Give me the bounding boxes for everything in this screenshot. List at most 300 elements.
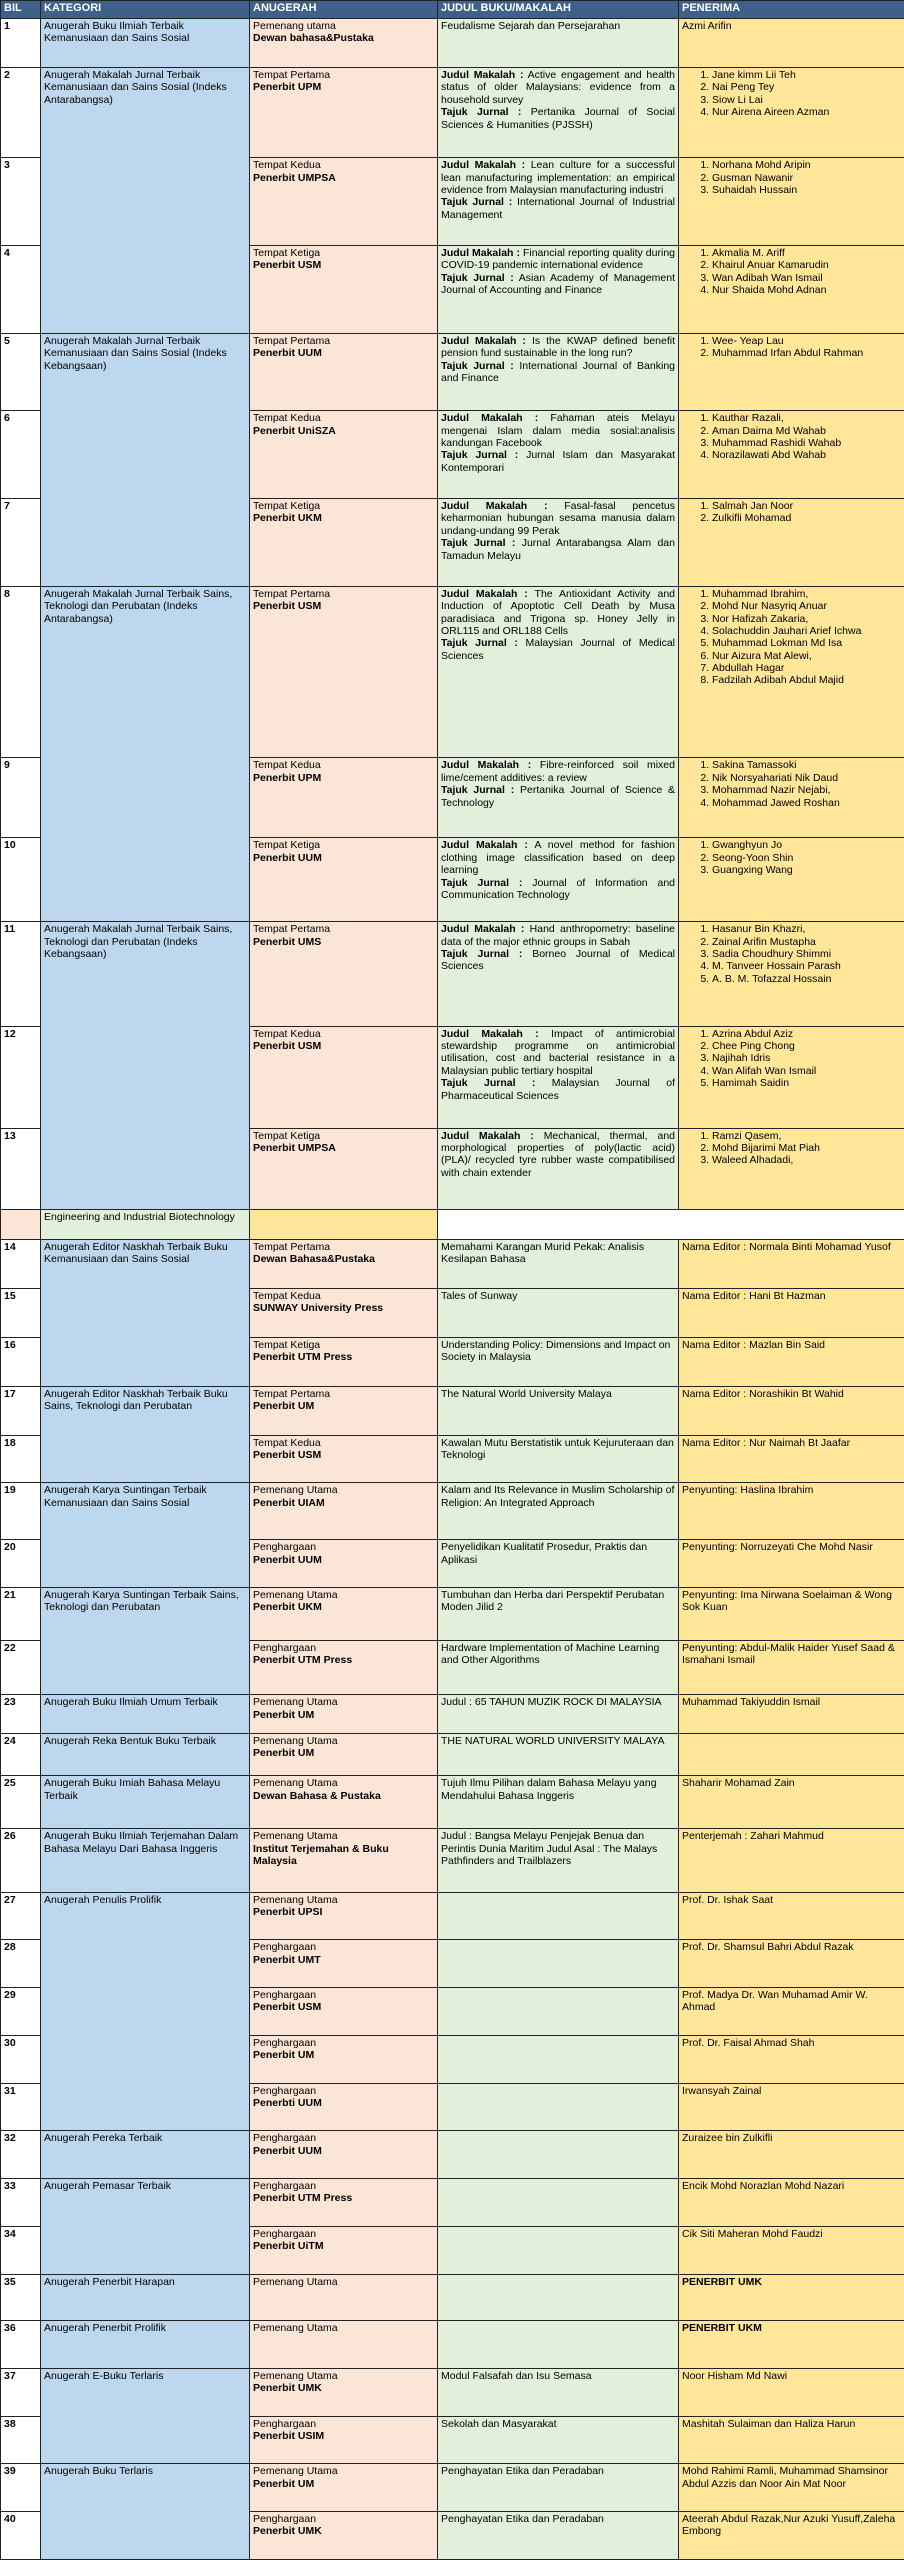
judul-makalah-label: Judul Makalah : [441,587,528,600]
judul-cell [438,758,679,838]
bil-cell: 28 [1,1940,41,1988]
judul-cell [438,2035,679,2083]
penerima-item: 1. Norhana Mohd Aripin [712,159,901,171]
penerima-cell: Azmi Arifin [679,19,904,68]
penerima-list [682,159,901,196]
anugerah-cell [250,1588,438,1641]
penerima-item: 4. M. Tanveer Hossain Parash [712,960,901,972]
bil-cell: 30 [1,2035,41,2083]
anugerah-type: Tempat Ketiga [253,500,321,513]
anugerah-type: Pemenang Utama [253,1696,338,1709]
penerima-item: 1. Jane kimm Lii Teh [712,69,901,81]
judul-cell [438,411,679,499]
penerbit-name: Penerbit UiTM [253,2240,324,2253]
anugerah-type: Tempat Ketiga [253,1129,321,1142]
penerbit-name: Penerbit UM [253,2049,315,2062]
anugerah-type: Pemenang Utama [253,1734,338,1747]
nama-editor-label: Nama Editor : [682,1387,747,1400]
judul-makalah-label: Judul Makalah : [441,839,528,852]
penerbit-name: Penerbit UniSZA [253,424,336,437]
penerima-cell: Prof. Dr. Faisal Ahmad Shah [679,2035,904,2083]
anugerah-type: Tempat Kedua [253,1027,321,1040]
judul-makalah-label: Judul Makalah : [441,923,525,936]
penerbit-name: Penerbit UMPSA [253,1142,336,1155]
anugerah-cell [250,2368,438,2416]
bil-cell: 19 [1,1483,41,1540]
tajuk-jurnal-text: Borneo Journal of Medical Sciences [441,947,675,973]
table-row [1,2321,904,2369]
penerima-item: 1. Ramzi Qasem, [712,1130,901,1142]
nama-editor-label: Nama Editor : [682,1289,747,1302]
anugerah-type: Tempat Kedua [253,1436,321,1449]
anugerah-type: Tempat Pertama [253,334,331,347]
penerbit-name: Penerbit USIM [253,2429,325,2442]
anugerah-type: Tempat Ketiga [253,1338,321,1351]
bil-cell: 39 [1,2464,41,2512]
penerima-cell: Noor Hisham Md Nawi [679,2368,904,2416]
penerbit-name: Penerbit UUM [253,851,322,864]
tajuk-jurnal-text: Jurnal Islam dan Masyarakat Kontemporari [441,449,675,474]
penerima-item: 2. Khairul Anuar Kamarudin [712,259,901,271]
judul-makalah [441,500,675,537]
anugerah-cell [250,2179,438,2227]
penerbit-name: Dewan Bahasa & Pustaka [253,1789,381,1802]
judul-makalah [441,588,675,638]
table-row [1,2274,904,2320]
bil-cell: 1 [1,19,41,68]
penerima-item: 1. Wee- Yeap Lau [712,335,901,347]
table-row [1,1386,904,1435]
penerima-item: 4. Mohammad Jawed Roshan [712,797,901,809]
anugerah-type: Penghargaan [253,1641,317,1654]
penerima-cell: Penyunting: Abdul-Malik Haider Yusef Saad & Ismahani Ismail [679,1640,904,1694]
anugerah-type: Tempat Ketiga [253,839,321,852]
penerima-cell: PENERBIT UMK [679,2274,904,2320]
tajuk-jurnal [441,784,675,809]
anugerah-cell [250,2321,438,2369]
tajuk-jurnal [441,537,675,562]
bil-cell: 17 [1,1386,41,1435]
bil-cell: 38 [1,2416,41,2464]
penerima-cell: PENERBIT UKM [679,2321,904,2369]
judul-makalah [441,69,675,106]
bil-cell: 36 [1,2321,41,2369]
anugerah-cell [250,2226,438,2274]
penerima-cell: Irwansyah Zainal [679,2083,904,2131]
table-row [1,1239,904,1288]
bil-cell: 24 [1,1733,41,1776]
anugerah-type: Tempat Pertama [253,1387,331,1400]
penerbit-name: Penerbit UMK [253,2382,322,2395]
judul-cell: Penyelidikan Kualitatif Prosedur, Praktis dan Aplikasi [438,1540,679,1588]
penerima-cell [679,1435,904,1483]
anugerah-cell [250,758,438,838]
penerima-item: 3. Wan Adibah Wan Ismail [712,272,901,284]
judul-makalah-label: Judul Makalah : [441,759,532,772]
penerima-cell [679,758,904,838]
anugerah-type: Pemenang Utama [253,1777,338,1790]
tajuk-jurnal [441,272,675,297]
penerima-cell: Penyunting: Norruzeyati Che Mohd Nasir [679,1540,904,1588]
bil-cell: 16 [1,1337,41,1386]
penerbit-name: Penerbit UM [253,1400,315,1413]
anugerah-type: Pemenang Utama [253,1893,338,1906]
table-row [1,1588,904,1641]
header-row [1,1,904,19]
judul-cell [438,838,679,922]
anugerah-cell [250,2274,438,2320]
judul-cell [438,922,679,1027]
kategori-cell: Anugerah E-Buku Terlaris [41,2368,250,2464]
penerima-cell [250,1209,438,1239]
kategori-cell: Anugerah Makalah Jurnal Terbaik Sains, Teknologi dan Perubatan (Indeks Antarabangsa) [41,586,250,921]
penerima-item: 1. Sakina Tamassoki [712,759,901,771]
penerima-cell [679,1239,904,1288]
bil-cell: 2 [1,68,41,158]
penerbit-name: Penerbit UPSI [253,1905,323,1918]
anugerah-cell [1,1209,41,1239]
header-penerima: PENERIMA [679,1,904,19]
anugerah-type: Tempat Pertama [253,923,331,936]
penerima-list [682,412,901,462]
header-judul: JUDUL BUKU/MAKALAH [438,1,679,19]
penerima-cell [679,1128,904,1209]
penerima-item: 3. Siow Li Lai [712,94,901,106]
judul-makalah-text: Is the KWAP defined benefit pension fund sustainable in the long run? [441,334,676,360]
judul-makalah-text: Active engagement and health status of older Malaysians: evidence from a household survey [441,69,676,106]
anugerah-cell [250,838,438,922]
penerima-item: 1. Hasanur Bin Khazri, [712,923,901,935]
bil-cell: 3 [1,158,41,246]
tajuk-jurnal [441,196,675,221]
kategori-cell: Anugerah Makalah Jurnal Terbaik Kemanusiaan dan Sains Sosial (Indeks Kebangsaan) [41,333,250,586]
penerbit-name: Penerbit UPM [253,771,322,784]
anugerah-cell [250,2131,438,2179]
judul-cell: Modul Falsafah dan Isu Semasa [438,2368,679,2416]
anugerah-cell [250,1733,438,1776]
judul-cell: Kawalan Mutu Berstatistik untuk Kejuruteraan dan Teknologi [438,1435,679,1483]
table-row [1,1829,904,1892]
penerbit-name: Penerbit UM [253,1708,315,1721]
anugerah-cell [250,1829,438,1892]
penerima-cell [679,68,904,158]
penerbit-name: Dewan Bahasa&Pustaka [253,1252,375,1265]
tajuk-jurnal-label: Tajuk Jurnal : [441,784,515,797]
anugerah-type: Pemenang utama [253,20,336,32]
penerima-list [682,1130,901,1167]
anugerah-type: Penghargaan [253,1541,317,1554]
kategori-cell: Anugerah Buku Imiah Bahasa Melayu Terbaik [41,1776,250,1829]
kategori-cell: Anugerah Buku Ilmiah Terbaik Kemanusiaan dan Sains Sosial [41,19,250,68]
penerima-cell: Penterjemah : Zahari Mahmud [679,1829,904,1892]
tajuk-jurnal-label: Tajuk Jurnal : [441,947,523,960]
anugerah-type: Tempat Kedua [253,412,321,425]
penerbit-name: Penerbit USM [253,259,322,272]
anugerah-cell [250,1337,438,1386]
penerima-list [682,335,901,360]
anugerah-cell [250,1128,438,1209]
anugerah-type: Tempat Kedua [253,159,321,172]
penerima-item: 4. Solachuddin Jauhari Arief Ichwa [712,625,901,637]
anugerah-type: Penghargaan [253,1989,317,2002]
judul-makalah [441,412,675,449]
table-row [1,1892,904,1940]
header-kategori: KATEGORI [41,1,250,19]
penerima-cell: Prof. Dr. Ishak Saat [679,1892,904,1940]
nama-editor-value: Norashikin Bt Wahid [749,1387,844,1400]
penerima-cell [679,499,904,587]
anugerah-cell [250,1640,438,1694]
penerima-cell: Prof. Dr. Shamsul Bahri Abdul Razak [679,1940,904,1988]
penerima-cell: Ateerah Abdul Razak,Nur Azuki Yusuff,Zaleha Embong [679,2512,904,2560]
penerima-item: 5. A. B. M. Tofazzal Hossain [712,973,901,985]
judul-makalah-label: Judul Makalah : [441,334,526,347]
penerima-cell: Muhammad Takiyuddin Ismail [679,1695,904,1734]
penerima-item: 4. Wan Alifah Wan Ismail [712,1065,901,1077]
anugerah-cell [250,2416,438,2464]
penerima-item: 2. Seong-Yoon Shin [712,852,901,864]
judul-cell: Memahami Karangan Murid Pekak: Analisis Kesilapan Bahasa [438,1239,679,1288]
penerbit-name: Penerbit USM [253,2001,322,2014]
header-bil: BIL [1,1,41,19]
judul-makalah-text: The Antioxidant Activity and Induction of Apoptotic Cell Death by Musa paradisiaca and Trigona sp. Honey Jelly in ORL115 and ORL188 Cells [441,587,675,637]
kategori-cell: Anugerah Reka Bentuk Buku Terbaik [41,1733,250,1776]
anugerah-type: Penghargaan [253,2417,317,2430]
judul-cell [438,1026,679,1128]
judul-cell [438,1940,679,1988]
kategori-cell: Anugerah Penerbit Harapan [41,2274,250,2320]
bil-cell: 6 [1,411,41,499]
penerima-item: 1. Gwanghyun Jo [712,839,901,851]
penerima-item: 1. Akmalia M. Ariff [712,247,901,259]
judul-cell: Sekolah dan Masyarakat [438,2416,679,2464]
anugerah-cell [250,333,438,410]
anugerah-type: Pemenang Utama [253,2275,338,2288]
judul-makalah [441,839,675,876]
bil-cell: 31 [1,2083,41,2131]
penerima-item: 3. Suhaidah Hussain [712,184,901,196]
judul-cell [438,1892,679,1940]
judul-makalah-text: Financial reporting quality during COVID-19 pandemic international evidence [441,247,675,272]
anugerah-cell [250,68,438,158]
kategori-cell: Anugerah Makalah Jurnal Terbaik Kemanusiaan dan Sains Sosial (Indeks Antarabangsa) [41,68,250,334]
penerbit-name: Penerbit UPM [253,81,322,94]
bil-cell: 13 [1,1128,41,1209]
kategori-cell: Anugerah Pereka Terbaik [41,2131,250,2179]
penerima-list [682,247,901,297]
bil-cell: 33 [1,2179,41,2227]
anugerah-cell [250,1386,438,1435]
penerima-list [682,839,901,876]
penerima-list [682,69,901,119]
judul-cell [438,246,679,334]
anugerah-cell [250,1435,438,1483]
bil-cell: 11 [1,922,41,1027]
penerima-cell: Cik Siti Maheran Mohd Faudzi [679,2226,904,2274]
penerbit-name: Penerbit UTM Press [253,1351,353,1364]
judul-cell [438,68,679,158]
judul-makalah-text: Hand anthropometry: baseline data of the major ethnic groups in Sabah [441,923,675,948]
penerima-cell [679,1337,904,1386]
penerbit-name: Penerbit UTM Press [253,2192,353,2205]
penerbit-name: Penerbit UKM [253,512,322,525]
penerima-item: 4. Nur Airena Aireen Azman [712,106,901,118]
anugerah-cell [250,19,438,68]
judul-cell [438,2179,679,2227]
bil-cell: 12 [1,1026,41,1128]
tajuk-jurnal-label: Tajuk Jurnal : [441,359,514,372]
anugerah-cell [250,1239,438,1288]
judul-makalah-label: Judul Makalah : [441,1027,539,1040]
judul-cell: Judul : Bangsa Melayu Penjejak Benua dan Perintis Dunia Maritim Judul Asal : The Malays Pathfinders and Trailblazers [438,1829,679,1892]
bil-cell: 25 [1,1776,41,1829]
anugerah-cell [250,1288,438,1337]
penerima-cell: Penyunting: Ima Nirwana Soelaiman & Wong Sok Kuan [679,1588,904,1641]
table-row [1,333,904,410]
penerbit-name: Penerbit UKM [253,1601,322,1614]
penerima-item: 3. Muhammad Rashidi Wahab [712,437,901,449]
judul-makalah [441,923,675,948]
penerima-cell [679,1733,904,1776]
judul-makalah [441,1130,675,1180]
nama-editor-value: Hani Bt Hazman [749,1289,826,1302]
judul-cell: Feudalisme Sejarah dan Persejarahan [438,19,679,68]
nama-editor-label: Nama Editor : [682,1436,747,1449]
anugerah-cell [250,246,438,334]
tajuk-jurnal [441,877,675,902]
anugerah-cell [250,1483,438,1540]
kategori-cell: Anugerah Editor Naskhah Terbaik Buku Sains, Teknologi dan Perubatan [41,1386,250,1483]
tajuk-jurnal-label: Tajuk Jurnal : [441,1077,536,1090]
bil-cell: 8 [1,586,41,758]
kategori-cell: Anugerah Buku Terlaris [41,2464,250,2560]
tajuk-jurnal-label: Tajuk Jurnal : [441,449,519,462]
judul-makalah-text: Impact of antimicrobial stewardship programme on antimicrobial utilisation, cost and bacterial resistance in a Malaysian public tertiary hospital [441,1027,675,1077]
penerima-item: 8. Fadzilah Adibah Abdul Majid [712,674,901,686]
tajuk-jurnal-label: Tajuk Jurnal : [441,537,516,550]
penerima-cell: Shaharir Mohamad Zain [679,1776,904,1829]
anugerah-cell [250,499,438,587]
anugerah-cell [250,2083,438,2131]
anugerah-type: Tempat Pertama [253,587,331,600]
anugerah-type: Penghargaan [253,2227,317,2240]
penerima-item: 1. Salmah Jan Noor [712,500,901,512]
kategori-cell: Anugerah Editor Naskhah Terbaik Buku Kemanusiaan dan Sains Sosial [41,1239,250,1386]
penerima-cell [679,411,904,499]
penerima-list [682,759,901,809]
judul-cell [438,2131,679,2179]
bil-cell: 18 [1,1435,41,1483]
judul-makalah-label: Judul Makalah : [441,412,539,425]
bil-cell: 14 [1,1239,41,1288]
judul-makalah [441,247,675,272]
penerima-item: 1. Kauthar Razali, [712,412,901,424]
tajuk-jurnal-label: Tajuk Jurnal : [441,637,518,650]
anugerah-type: Tempat Ketiga [253,247,321,260]
penerbit-name: Penerbit UUM [253,2144,322,2157]
penerima-cell [679,333,904,410]
judul-cell [438,2226,679,2274]
table-row [1,2131,904,2179]
bil-cell: 21 [1,1588,41,1641]
anugerah-cell [250,1026,438,1128]
bil-cell: 5 [1,333,41,410]
penerima-item: 2. Zainal Arifin Mustapha [712,936,901,948]
penerima-cell [679,246,904,334]
penerbit-name: Penerbit USM [253,600,322,613]
penerima-item: 3. Nor Hafizah Zakaria, [712,613,901,625]
anugerah-type: Penghargaan [253,1941,317,1954]
penerbit-name: Penerbit UMS [253,935,322,948]
judul-makalah-text: Fasal-fasal pencetus keharmonian hubungan sesama manusia dalam undang-undang 99 Perak [441,500,676,537]
judul-cell [438,2321,679,2369]
penerima-item: 2. Mohd Nur Nasyriq Anuar [712,600,901,612]
bil-cell: 9 [1,758,41,838]
anugerah-type: Pemenang Utama [253,2369,338,2382]
judul-makalah-label: Judul Makalah : [441,69,524,82]
judul-cell: Penghayatan Etika dan Peradaban [438,2512,679,2560]
penerima-item: 2. Gusman Nawanir [712,172,901,184]
judul-makalah [441,759,675,784]
tajuk-jurnal-text: Pertanika Journal of Science & Technology [441,784,675,809]
tajuk-jurnal-label: Tajuk Jurnal : [441,876,523,889]
penerima-cell: Penyunting: Haslina Ibrahim [679,1483,904,1540]
penerima-list [682,588,901,687]
table-row [1,1776,904,1829]
penerima-item: 7. Abdullah Hagar [712,662,901,674]
judul-cell [438,1128,679,1209]
nama-editor-value: Mazlan Bin Said [749,1338,825,1351]
judul-cell: Hardware Implementation of Machine Learning and Other Algorithms [438,1640,679,1694]
anugerah-cell [250,2464,438,2512]
tajuk-jurnal-text: Asian Academy of Management Journal of Accounting and Finance [441,271,675,297]
tajuk-jurnal [441,1077,675,1102]
judul-makalah-label: Judul Makalah : [441,247,520,260]
bil-cell: 10 [1,838,41,922]
penerima-item: 2. Nai Peng Tey [712,81,901,93]
tajuk-jurnal [441,948,675,973]
judul-cell: THE NATURAL WORLD UNIVERSITY MALAYA [438,1733,679,1776]
table-row [1,2179,904,2227]
bil-cell: 40 [1,2512,41,2560]
judul-cell [438,2274,679,2320]
penerima-list [682,923,901,985]
judul-cell: Engineering and Industrial Biotechnology [41,1209,250,1239]
judul-cell: The Natural World University Malaya [438,1386,679,1435]
penerima-item: 2. Zulkifli Mohamad [712,512,901,524]
penerima-item: 3. Mohammad Nazir Nejabi, [712,784,901,796]
anugerah-type: Tempat Pertama [253,69,331,82]
penerbit-name: Penerbit UMPSA [253,171,336,184]
penerima-item: 1. Azrina Abdul Aziz [712,1028,901,1040]
penerima-cell: Mashitah Sulaiman dan Haliza Harun [679,2416,904,2464]
penerima-list [682,500,901,525]
anugerah-cell [250,1940,438,1988]
kategori-cell: Anugerah Penerbit Prolifik [41,2321,250,2369]
judul-cell [438,1988,679,2036]
judul-makalah-label: Judul Makalah : [441,159,526,172]
bil-cell: 4 [1,246,41,334]
penerima-item: 5. Hamimah Saidin [712,1077,901,1089]
judul-cell: Tujuh Ilmu Pilihan dalam Bahasa Melayu yang Mendahului Bahasa Inggeris [438,1776,679,1829]
penerima-item: 3. Guangxing Wang [712,864,901,876]
judul-cell [438,499,679,587]
penerima-item: 3. Najihah Idris [712,1052,901,1064]
anugerah-cell [250,1776,438,1829]
anugerah-type: Tempat Pertama [253,1240,331,1253]
penerima-item: 3. Sadia Choudhury Shimmi [712,948,901,960]
table-row [1,68,904,158]
